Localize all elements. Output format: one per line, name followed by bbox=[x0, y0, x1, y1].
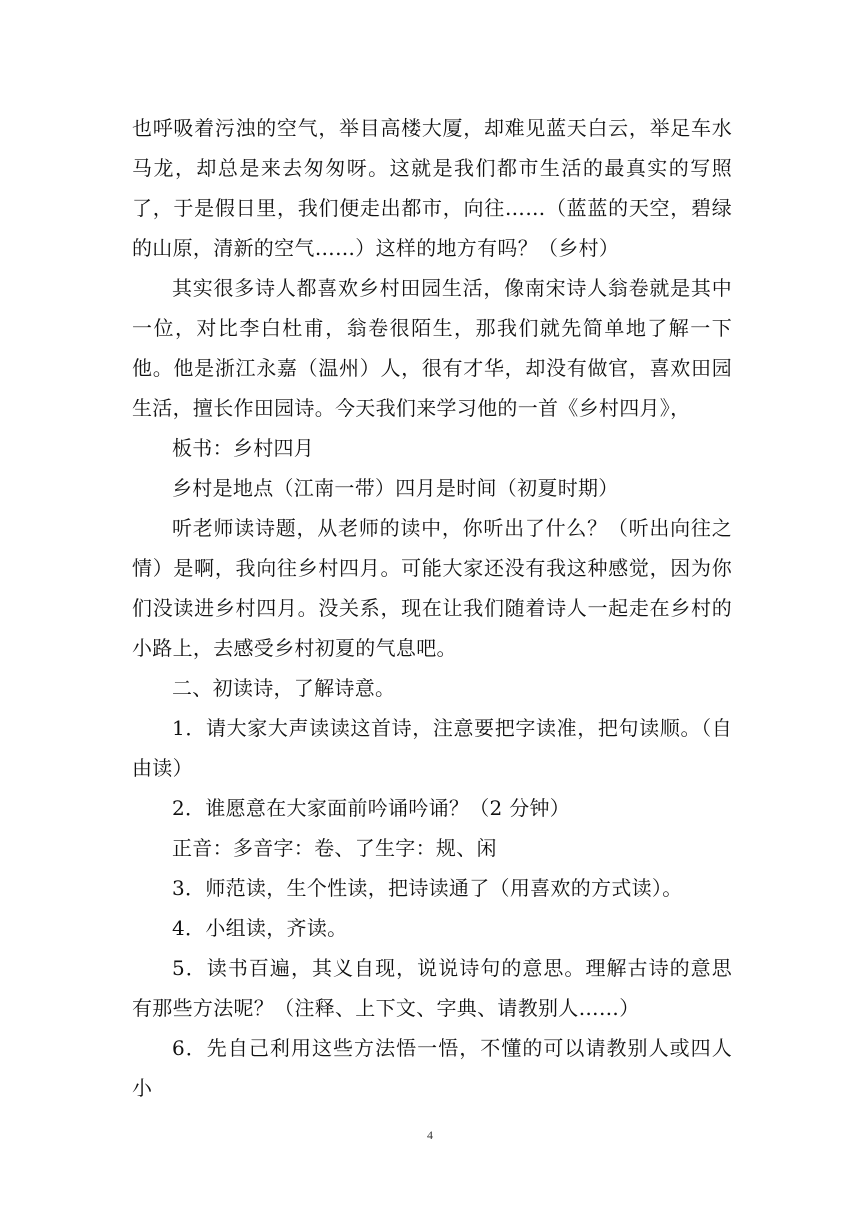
list-item-3: 3．师范读，生个性读，把诗读通了（用喜欢的方式读）。 bbox=[172, 876, 683, 900]
document-body bbox=[132, 108, 732, 1108]
list-item-6: 6．先自己利用这些方法悟一悟，不懂的可以请教别人或四人小 bbox=[132, 1036, 732, 1100]
pronunciation-note: 正音：多音字：卷、了生字：规、闲 bbox=[172, 836, 497, 860]
list-item-5: 5．读书百遍，其义自现，说说诗句的意思。理解古诗的意思有那些方法呢？（注释、上下文、字典、请教别人……） bbox=[132, 956, 732, 1020]
section-heading: 二、初读诗，了解诗意。 bbox=[172, 676, 396, 700]
list-item-1: 1．请大家大声读读这首诗，注意要把字读准，把句读顺。（自由读） bbox=[132, 716, 732, 780]
list-item-2: 2．谁愿意在大家面前吟诵吟诵？（2 分钟） bbox=[172, 796, 571, 820]
page-number: 4 bbox=[427, 1128, 433, 1142]
paragraph-4: 乡村是地点（江南一带）四月是时间（初夏时期） bbox=[172, 476, 619, 500]
paragraph-3: 板书：乡村四月 bbox=[172, 436, 315, 460]
paragraph-5: 听老师读诗题，从老师的读中，你听出了什么？（听出向往之情）是啊，我向往乡村四月。可能大家还没有我这种感觉，因为你们没读进乡村四月。没关系，现在让我们随着诗人一起走在乡村的小路上，去感受乡村初夏的气息吧。 bbox=[132, 516, 732, 660]
list-item-4: 4．小组读，齐读。 bbox=[172, 916, 348, 940]
paragraph-2: 其实很多诗人都喜欢乡村田园生活，像南宋诗人翁卷就是其中一位，对比李白杜甫，翁卷很陌生，那我们就先简单地了解一下他。他是浙江永嘉（温州）人，很有才华，却没有做官，喜欢田园生活，擅长作田园诗。今天我们来学习他的一首《乡村四月》， bbox=[132, 276, 732, 420]
paragraph-1: 也呼吸着污浊的空气，举目高楼大厦，却难见蓝天白云，举足车水马龙，却总是来去匆匆呀。这就是我们都市生活的最真实的写照了，于是假日里，我们便走出都市，向往……（蓝蓝的天空，碧绿的山原，清新的空气……）这样的地方有吗？（乡村） bbox=[132, 116, 732, 260]
